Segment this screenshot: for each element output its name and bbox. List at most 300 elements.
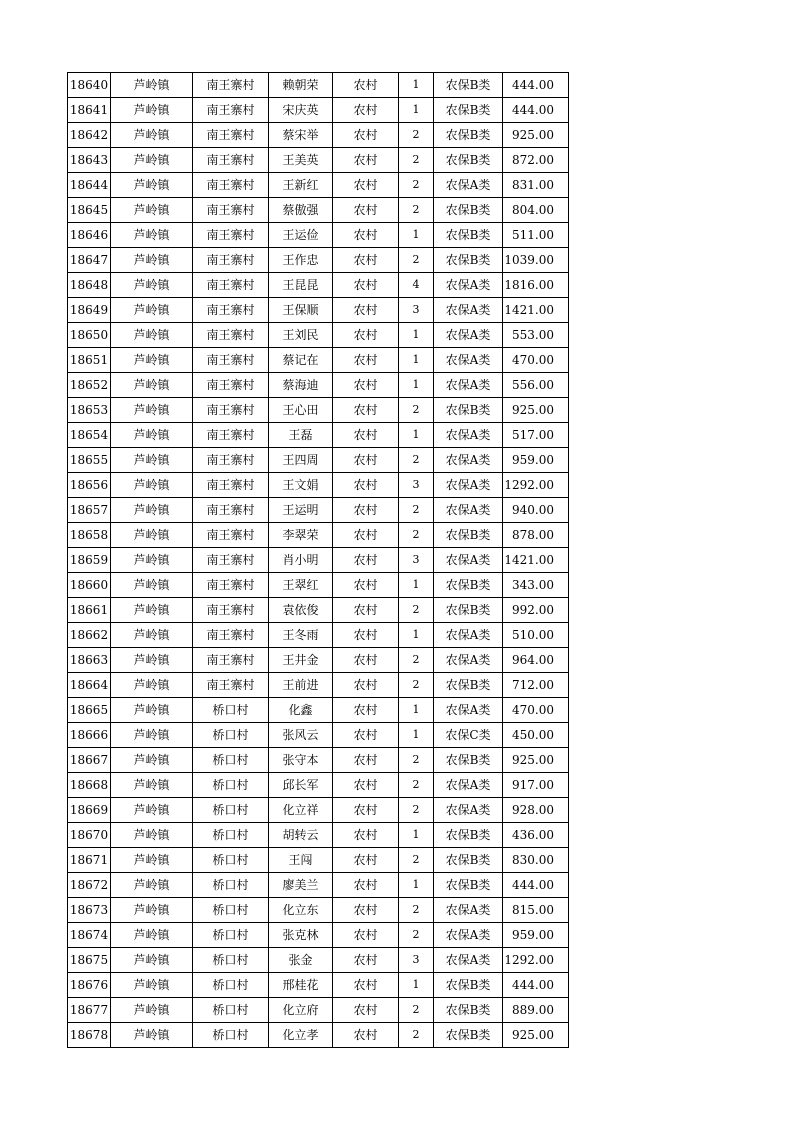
insurance-category-cell: 农保A类 [434, 898, 503, 923]
member-count-cell: 1 [399, 973, 434, 998]
member-count-cell: 2 [399, 498, 434, 523]
member-count-cell: 1 [399, 873, 434, 898]
household-type-cell: 农村 [333, 848, 399, 873]
member-count-cell: 2 [399, 673, 434, 698]
household-type-cell: 农村 [333, 498, 399, 523]
insurance-category-cell: 农保B类 [434, 848, 503, 873]
record-number-cell: 18656 [68, 473, 111, 498]
insurance-category-cell: 农保B类 [434, 823, 503, 848]
insurance-category-cell: 农保A类 [434, 373, 503, 398]
insurance-category-cell: 农保A类 [434, 798, 503, 823]
name-cell: 王刘民 [269, 323, 333, 348]
member-count-cell: 1 [399, 698, 434, 723]
name-cell: 张克林 [269, 923, 333, 948]
table-row [68, 648, 569, 673]
record-number-cell: 18642 [68, 123, 111, 148]
table-row [68, 148, 569, 173]
member-count-cell: 1 [399, 423, 434, 448]
table-row [68, 798, 569, 823]
amount-cell: 959.00 [503, 448, 569, 473]
member-count-cell: 3 [399, 473, 434, 498]
member-count-cell: 2 [399, 773, 434, 798]
town-cell: 芦岭镇 [111, 198, 193, 223]
village-cell: 南王寨村 [193, 523, 269, 548]
village-cell: 南王寨村 [193, 573, 269, 598]
household-type-cell: 农村 [333, 398, 399, 423]
record-number-cell: 18646 [68, 223, 111, 248]
member-count-cell: 2 [399, 198, 434, 223]
table-row [68, 573, 569, 598]
insurance-category-cell: 农保A类 [434, 298, 503, 323]
village-cell: 南王寨村 [193, 423, 269, 448]
household-type-cell: 农村 [333, 773, 399, 798]
name-cell: 王翠红 [269, 573, 333, 598]
household-type-cell: 农村 [333, 648, 399, 673]
household-type-cell: 农村 [333, 198, 399, 223]
household-type-cell: 农村 [333, 273, 399, 298]
member-count-cell: 3 [399, 948, 434, 973]
name-cell: 王运俭 [269, 223, 333, 248]
name-cell: 张风云 [269, 723, 333, 748]
name-cell: 王冬雨 [269, 623, 333, 648]
amount-cell: 1421.00 [503, 298, 569, 323]
amount-cell: 925.00 [503, 748, 569, 773]
name-cell: 王昆昆 [269, 273, 333, 298]
record-number-cell: 18666 [68, 723, 111, 748]
amount-cell: 553.00 [503, 323, 569, 348]
table-row [68, 198, 569, 223]
village-cell: 南王寨村 [193, 473, 269, 498]
insurance-category-cell: 农保A类 [434, 548, 503, 573]
record-number-cell: 18670 [68, 823, 111, 848]
member-count-cell: 1 [399, 98, 434, 123]
village-cell: 南王寨村 [193, 448, 269, 473]
village-cell: 桥口村 [193, 948, 269, 973]
record-number-cell: 18647 [68, 248, 111, 273]
household-type-cell: 农村 [333, 973, 399, 998]
household-type-cell: 农村 [333, 548, 399, 573]
table-row [68, 298, 569, 323]
village-cell: 桥口村 [193, 823, 269, 848]
village-cell: 桥口村 [193, 748, 269, 773]
town-cell: 芦岭镇 [111, 423, 193, 448]
town-cell: 芦岭镇 [111, 548, 193, 573]
household-type-cell: 农村 [333, 373, 399, 398]
member-count-cell: 3 [399, 548, 434, 573]
household-type-cell: 农村 [333, 298, 399, 323]
town-cell: 芦岭镇 [111, 1023, 193, 1048]
table-row [68, 223, 569, 248]
name-cell: 蔡傲强 [269, 198, 333, 223]
record-number-cell: 18649 [68, 298, 111, 323]
amount-cell: 444.00 [503, 98, 569, 123]
town-cell: 芦岭镇 [111, 998, 193, 1023]
record-number-cell: 18677 [68, 998, 111, 1023]
household-type-cell: 农村 [333, 523, 399, 548]
record-number-cell: 18650 [68, 323, 111, 348]
record-number-cell: 18645 [68, 198, 111, 223]
amount-cell: 1816.00 [503, 273, 569, 298]
insurance-category-cell: 农保B类 [434, 1023, 503, 1048]
village-cell: 南王寨村 [193, 673, 269, 698]
town-cell: 芦岭镇 [111, 398, 193, 423]
town-cell: 芦岭镇 [111, 123, 193, 148]
insurance-category-cell: 农保A类 [434, 473, 503, 498]
record-number-cell: 18674 [68, 923, 111, 948]
record-number-cell: 18676 [68, 973, 111, 998]
household-type-cell: 农村 [333, 423, 399, 448]
household-type-cell: 农村 [333, 748, 399, 773]
household-type-cell: 农村 [333, 823, 399, 848]
insurance-category-cell: 农保B类 [434, 248, 503, 273]
village-cell: 南王寨村 [193, 323, 269, 348]
member-count-cell: 2 [399, 523, 434, 548]
member-count-cell: 2 [399, 248, 434, 273]
town-cell: 芦岭镇 [111, 448, 193, 473]
name-cell: 赖朝荣 [269, 73, 333, 98]
name-cell: 蔡海迪 [269, 373, 333, 398]
record-number-cell: 18671 [68, 848, 111, 873]
village-cell: 南王寨村 [193, 123, 269, 148]
household-type-cell: 农村 [333, 98, 399, 123]
amount-cell: 831.00 [503, 173, 569, 198]
name-cell: 王保顺 [269, 298, 333, 323]
name-cell: 王井金 [269, 648, 333, 673]
insurance-category-cell: 农保A类 [434, 173, 503, 198]
household-type-cell: 农村 [333, 248, 399, 273]
table-row [68, 698, 569, 723]
town-cell: 芦岭镇 [111, 73, 193, 98]
name-cell: 化立府 [269, 998, 333, 1023]
village-cell: 南王寨村 [193, 498, 269, 523]
village-cell: 桥口村 [193, 1023, 269, 1048]
record-number-cell: 18662 [68, 623, 111, 648]
name-cell: 王前进 [269, 673, 333, 698]
town-cell: 芦岭镇 [111, 473, 193, 498]
town-cell: 芦岭镇 [111, 773, 193, 798]
name-cell: 王文娟 [269, 473, 333, 498]
village-cell: 南王寨村 [193, 173, 269, 198]
table-row [68, 373, 569, 398]
member-count-cell: 2 [399, 898, 434, 923]
record-number-cell: 18651 [68, 348, 111, 373]
table-row [68, 498, 569, 523]
insurance-category-cell: 农保A类 [434, 423, 503, 448]
insurance-category-cell: 农保B类 [434, 673, 503, 698]
household-type-cell: 农村 [333, 173, 399, 198]
town-cell: 芦岭镇 [111, 373, 193, 398]
town-cell: 芦岭镇 [111, 848, 193, 873]
town-cell: 芦岭镇 [111, 323, 193, 348]
insurance-category-cell: 农保A类 [434, 273, 503, 298]
insurance-category-cell: 农保B类 [434, 998, 503, 1023]
household-type-cell: 农村 [333, 873, 399, 898]
record-number-cell: 18653 [68, 398, 111, 423]
household-type-cell: 农村 [333, 148, 399, 173]
amount-cell: 470.00 [503, 698, 569, 723]
table-row [68, 748, 569, 773]
amount-cell: 470.00 [503, 348, 569, 373]
name-cell: 宋庆英 [269, 98, 333, 123]
household-type-cell: 农村 [333, 123, 399, 148]
insurance-category-cell: 农保B类 [434, 573, 503, 598]
town-cell: 芦岭镇 [111, 948, 193, 973]
record-number-cell: 18672 [68, 873, 111, 898]
town-cell: 芦岭镇 [111, 898, 193, 923]
town-cell: 芦岭镇 [111, 273, 193, 298]
member-count-cell: 3 [399, 298, 434, 323]
insurance-category-cell: 农保A类 [434, 923, 503, 948]
amount-cell: 1292.00 [503, 948, 569, 973]
insurance-category-cell: 农保B类 [434, 598, 503, 623]
amount-cell: 556.00 [503, 373, 569, 398]
member-count-cell: 2 [399, 398, 434, 423]
household-type-cell: 农村 [333, 698, 399, 723]
village-cell: 南王寨村 [193, 248, 269, 273]
member-count-cell: 1 [399, 573, 434, 598]
household-type-cell: 农村 [333, 323, 399, 348]
town-cell: 芦岭镇 [111, 223, 193, 248]
member-count-cell: 1 [399, 823, 434, 848]
household-type-cell: 农村 [333, 998, 399, 1023]
table-row [68, 348, 569, 373]
table-row [68, 773, 569, 798]
table-row [68, 473, 569, 498]
table-row [68, 948, 569, 973]
household-type-cell: 农村 [333, 73, 399, 98]
record-number-cell: 18675 [68, 948, 111, 973]
amount-cell: 889.00 [503, 998, 569, 1023]
amount-cell: 343.00 [503, 573, 569, 598]
table-row [68, 123, 569, 148]
name-cell: 化立祥 [269, 798, 333, 823]
table-row [68, 623, 569, 648]
household-type-cell: 农村 [333, 573, 399, 598]
amount-cell: 872.00 [503, 148, 569, 173]
table-row [68, 423, 569, 448]
record-number-cell: 18663 [68, 648, 111, 673]
name-cell: 蔡宋举 [269, 123, 333, 148]
town-cell: 芦岭镇 [111, 348, 193, 373]
record-number-cell: 18641 [68, 98, 111, 123]
name-cell: 王磊 [269, 423, 333, 448]
household-type-cell: 农村 [333, 223, 399, 248]
name-cell: 蔡记在 [269, 348, 333, 373]
household-type-cell: 农村 [333, 623, 399, 648]
table-row [68, 673, 569, 698]
village-cell: 桥口村 [193, 898, 269, 923]
insurance-category-cell: 农保B类 [434, 398, 503, 423]
record-number-cell: 18654 [68, 423, 111, 448]
amount-cell: 830.00 [503, 848, 569, 873]
member-count-cell: 1 [399, 348, 434, 373]
town-cell: 芦岭镇 [111, 673, 193, 698]
household-type-cell: 农村 [333, 473, 399, 498]
village-cell: 桥口村 [193, 698, 269, 723]
record-number-cell: 18658 [68, 523, 111, 548]
insurance-category-cell: 农保B类 [434, 123, 503, 148]
table-row [68, 523, 569, 548]
town-cell: 芦岭镇 [111, 498, 193, 523]
record-number-cell: 18657 [68, 498, 111, 523]
record-number-cell: 18659 [68, 548, 111, 573]
table-row [68, 848, 569, 873]
village-cell: 南王寨村 [193, 623, 269, 648]
record-number-cell: 18678 [68, 1023, 111, 1048]
village-cell: 南王寨村 [193, 548, 269, 573]
table-row [68, 323, 569, 348]
table-row [68, 273, 569, 298]
record-number-cell: 18643 [68, 148, 111, 173]
amount-cell: 1039.00 [503, 248, 569, 273]
amount-cell: 815.00 [503, 898, 569, 923]
village-cell: 桥口村 [193, 798, 269, 823]
household-type-cell: 农村 [333, 448, 399, 473]
town-cell: 芦岭镇 [111, 973, 193, 998]
table-row [68, 73, 569, 98]
amount-cell: 444.00 [503, 873, 569, 898]
record-number-cell: 18652 [68, 373, 111, 398]
amount-cell: 964.00 [503, 648, 569, 673]
village-cell: 桥口村 [193, 723, 269, 748]
member-count-cell: 1 [399, 373, 434, 398]
insurance-category-cell: 农保A类 [434, 648, 503, 673]
name-cell: 胡转云 [269, 823, 333, 848]
amount-cell: 1421.00 [503, 548, 569, 573]
member-count-cell: 2 [399, 998, 434, 1023]
member-count-cell: 2 [399, 648, 434, 673]
name-cell: 化鑫 [269, 698, 333, 723]
member-count-cell: 4 [399, 273, 434, 298]
name-cell: 王美英 [269, 148, 333, 173]
name-cell: 李翠荣 [269, 523, 333, 548]
town-cell: 芦岭镇 [111, 698, 193, 723]
member-count-cell: 1 [399, 223, 434, 248]
table-row [68, 173, 569, 198]
name-cell: 王新红 [269, 173, 333, 198]
village-cell: 南王寨村 [193, 373, 269, 398]
amount-cell: 878.00 [503, 523, 569, 548]
table-row [68, 723, 569, 748]
member-count-cell: 2 [399, 173, 434, 198]
record-number-cell: 18667 [68, 748, 111, 773]
insurance-category-cell: 农保A类 [434, 448, 503, 473]
town-cell: 芦岭镇 [111, 573, 193, 598]
member-count-cell: 1 [399, 723, 434, 748]
village-cell: 桥口村 [193, 923, 269, 948]
village-cell: 桥口村 [193, 873, 269, 898]
table-row [68, 598, 569, 623]
amount-cell: 992.00 [503, 598, 569, 623]
village-cell: 南王寨村 [193, 273, 269, 298]
amount-cell: 436.00 [503, 823, 569, 848]
town-cell: 芦岭镇 [111, 173, 193, 198]
household-type-cell: 农村 [333, 723, 399, 748]
town-cell: 芦岭镇 [111, 623, 193, 648]
name-cell: 张守本 [269, 748, 333, 773]
insurance-category-cell: 农保B类 [434, 223, 503, 248]
table-row [68, 448, 569, 473]
amount-cell: 925.00 [503, 123, 569, 148]
insurance-category-cell: 农保A类 [434, 323, 503, 348]
name-cell: 廖美兰 [269, 873, 333, 898]
household-type-cell: 农村 [333, 923, 399, 948]
records-table [67, 72, 569, 1048]
member-count-cell: 2 [399, 923, 434, 948]
amount-cell: 444.00 [503, 973, 569, 998]
name-cell: 化立东 [269, 898, 333, 923]
insurance-category-cell: 农保B类 [434, 73, 503, 98]
town-cell: 芦岭镇 [111, 723, 193, 748]
amount-cell: 940.00 [503, 498, 569, 523]
village-cell: 南王寨村 [193, 73, 269, 98]
village-cell: 南王寨村 [193, 648, 269, 673]
insurance-category-cell: 农保A类 [434, 498, 503, 523]
amount-cell: 444.00 [503, 73, 569, 98]
town-cell: 芦岭镇 [111, 798, 193, 823]
amount-cell: 510.00 [503, 623, 569, 648]
name-cell: 邢桂花 [269, 973, 333, 998]
village-cell: 桥口村 [193, 848, 269, 873]
record-number-cell: 18640 [68, 73, 111, 98]
table-row [68, 873, 569, 898]
village-cell: 桥口村 [193, 998, 269, 1023]
town-cell: 芦岭镇 [111, 648, 193, 673]
town-cell: 芦岭镇 [111, 598, 193, 623]
household-type-cell: 农村 [333, 598, 399, 623]
name-cell: 袁依俊 [269, 598, 333, 623]
table-body [68, 73, 569, 1048]
insurance-category-cell: 农保B类 [434, 973, 503, 998]
member-count-cell: 1 [399, 623, 434, 648]
record-number-cell: 18644 [68, 173, 111, 198]
town-cell: 芦岭镇 [111, 148, 193, 173]
amount-cell: 712.00 [503, 673, 569, 698]
member-count-cell: 2 [399, 1023, 434, 1048]
town-cell: 芦岭镇 [111, 298, 193, 323]
household-type-cell: 农村 [333, 898, 399, 923]
amount-cell: 517.00 [503, 423, 569, 448]
table-row [68, 923, 569, 948]
member-count-cell: 2 [399, 748, 434, 773]
member-count-cell: 2 [399, 123, 434, 148]
insurance-category-cell: 农保A类 [434, 348, 503, 373]
member-count-cell: 1 [399, 73, 434, 98]
name-cell: 王心田 [269, 398, 333, 423]
amount-cell: 917.00 [503, 773, 569, 798]
table-row [68, 398, 569, 423]
member-count-cell: 2 [399, 598, 434, 623]
name-cell: 王作忠 [269, 248, 333, 273]
member-count-cell: 1 [399, 323, 434, 348]
table-row [68, 823, 569, 848]
village-cell: 桥口村 [193, 973, 269, 998]
table-row [68, 998, 569, 1023]
member-count-cell: 2 [399, 448, 434, 473]
amount-cell: 511.00 [503, 223, 569, 248]
town-cell: 芦岭镇 [111, 523, 193, 548]
insurance-category-cell: 农保B类 [434, 523, 503, 548]
record-number-cell: 18669 [68, 798, 111, 823]
name-cell: 张金 [269, 948, 333, 973]
town-cell: 芦岭镇 [111, 98, 193, 123]
record-number-cell: 18648 [68, 273, 111, 298]
village-cell: 南王寨村 [193, 398, 269, 423]
table-row [68, 248, 569, 273]
record-number-cell: 18661 [68, 598, 111, 623]
town-cell: 芦岭镇 [111, 873, 193, 898]
insurance-category-cell: 农保B类 [434, 748, 503, 773]
